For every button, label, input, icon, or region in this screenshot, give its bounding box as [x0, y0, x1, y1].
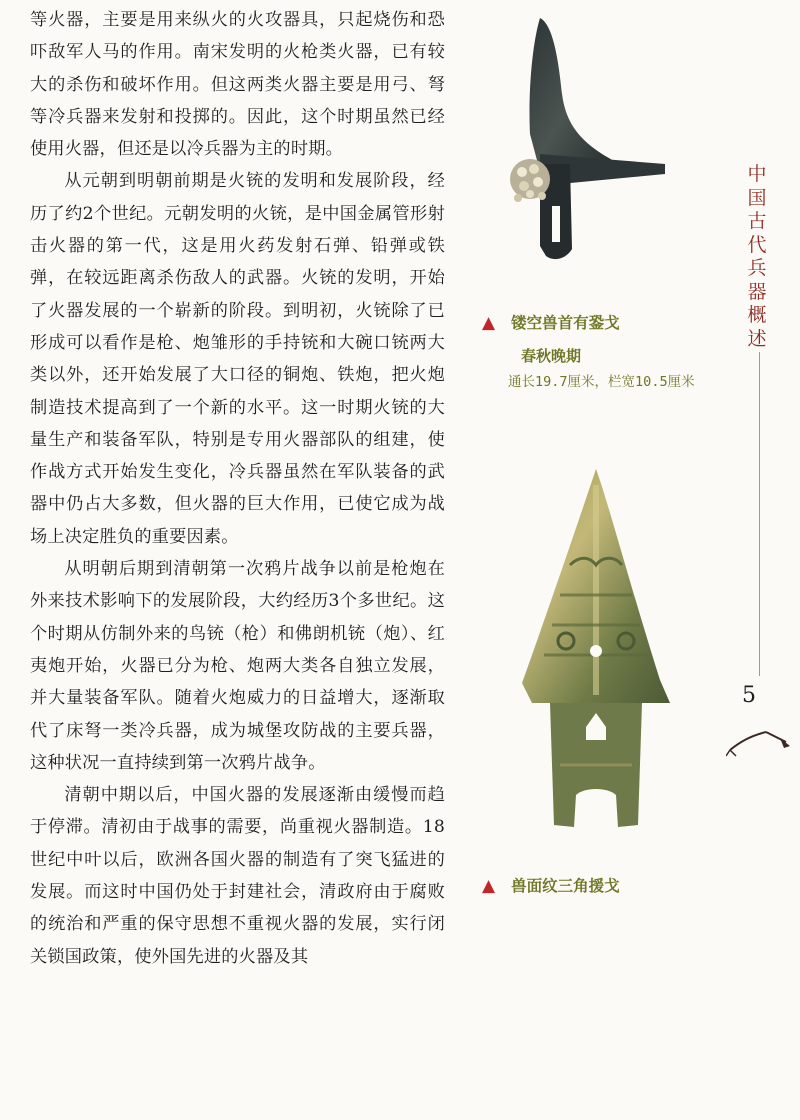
body-text — [30, 4, 445, 973]
paragraph: 从明朝后期到清朝第一次鸦片战争以前是枪炮在外来技术影响下的发展阶段，大约经历3个多世纪。这个时期从仿制外来的鸟铳（枪）和佛朗机铳（炮）、红夷炮开始，火器已分为枪、炮两大类各自独立发展，并大量装备军队。随着火炮威力的日益增大，逐渐取代了床弩一类冷兵器，成为城堡攻防战的主要兵器，这种状况一直持续到第一次鸦片战争。 — [30, 559, 445, 773]
triangle-marker-icon: ▲ — [482, 313, 496, 333]
figure-1-era: 春秋晚期 — [521, 347, 582, 365]
sidebar-divider — [759, 352, 760, 676]
section-title-vertical: 中 国 古 代 兵 器 概 述 — [747, 163, 767, 350]
triangle-marker-icon: ▲ — [482, 876, 496, 896]
triangular-ge-photo — [510, 465, 682, 835]
figure-1-dimensions: 通长19.7厘米，栏宽10.5厘米 — [508, 374, 695, 390]
figure-2-title: ▲ 兽面纹三角援戈 — [482, 876, 620, 896]
paragraph: 清朝中期以后，中国火器的发展逐渐由缓慢而趋于停滞。清初由于战事的需要，尚重视火器制造。18世纪中叶以后，欧洲各国火器的制造有了突飞猛进的发展。而这时中国仍处于封建社会，清政府由于腐败的统治和严重的保守思想不重视火器的发展，实行闭关锁国政策，使外国先进的火器及其 — [30, 785, 445, 967]
paragraph: 从元朝到明朝前期是火铳的发明和发展阶段，经历了约2个世纪。元朝发明的火铳，是中国金属管形射击火器的第一代，这是用火药发射石弹、铅弹或铁弹，在较远距离杀伤敌人的武器。火铳的发明，开始了火器发展的一个崭新的阶段。到明初，火铳除了已形成可以看作是枪、炮雏形的手持铳和大碗口铳两大类以外，还开始发展了大口径的铜炮、铁炮，把火炮制造技术提高到了一个新的水平。这一时期火铳的大量生产和装备军队，特别是专用火器部队的组建，使作战方式开始发生变化，冷兵器虽然在军队装备的武器中仍占大多数，但火器的巨大作用，已使它成为战场上决定胜负的重要因素。 — [30, 171, 445, 547]
figure-1-title: ▲ 镂空兽首有銎戈 — [482, 313, 620, 333]
ge-dagger-axe-photo — [500, 14, 690, 264]
paragraph: 等火器，主要是用来纵火的火攻器具，只起烧伤和恐吓敌军人马的作用。南宋发明的火枪类火器，已有较大的杀伤和破坏作用。但这两类火器主要是用弓、弩等冷兵器来发射和投掷的。因此，这个时期虽然已经使用火器，但还是以冷兵器为主的时期。 — [30, 10, 445, 160]
arrow-ornament-icon — [726, 712, 794, 764]
page-number: 5 — [742, 683, 756, 708]
